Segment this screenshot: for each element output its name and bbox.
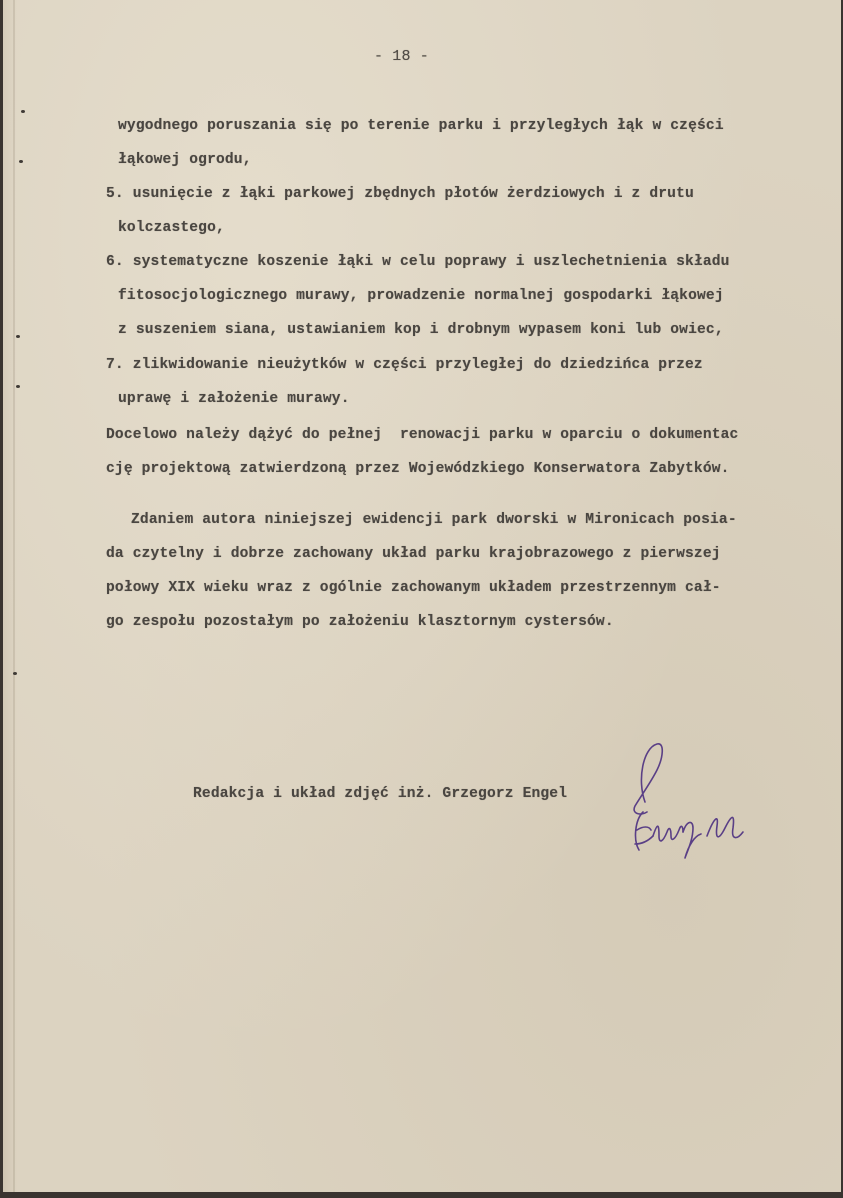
paragraph-line: da czytelny i dobrze zachowany układ parku krajobrazowego z pierwszej [106,546,721,562]
paragraph-line: połowy XIX wieku wraz z ogólnie zachowanym układem przestrzennym cał- [106,580,721,596]
document-page [3,0,841,1192]
punch-mark [13,672,17,675]
signature-icon [623,740,783,870]
punch-mark [16,385,20,388]
page-number: - 18 - [374,48,429,65]
text-line: kolczastego, [118,220,225,236]
paragraph-line: cję projektową zatwierdzoną przez Wojewódzkiego Konserwatora Zabytków. [106,461,730,477]
paragraph-line: go zespołu pozostałym po założeniu klasztornym cystersów. [106,614,614,630]
list-item-5: 5. usunięcie z łąki parkowej zbędnych płotów żerdziowych i z drutu [106,186,694,202]
list-item-6: 6. systematyczne koszenie łąki w celu poprawy i uszlechetnienia składu [106,254,730,270]
text-line: wygodnego poruszania się po terenie parku i przyległych łąk w części [118,118,724,134]
text-line: łąkowej ogrodu, [118,152,252,168]
text-line: fitosocjologicznego murawy, prowadzenie normalnej gospodarki łąkowej [118,288,724,304]
punch-mark [16,335,20,338]
text-line: uprawę i założenie murawy. [118,391,350,407]
page-fold-shadow [13,0,15,1192]
paragraph-line: Zdaniem autora niniejszej ewidencji park dworski w Mironicach posia- [131,512,737,528]
text-line: z suszeniem siana, ustawianiem kop i drobnym wypasem koni lub owiec, [118,322,724,338]
list-item-7: 7. zlikwidowanie nieużytków w części przyległej do dziedzińca przez [106,357,703,373]
punch-mark [21,110,25,113]
punch-mark [19,160,23,163]
paragraph-line: Docelowo należy dążyć do pełnej renowacji parku w oparciu o dokumentac [106,427,739,443]
credit-line: Redakcja i układ zdjęć inż. Grzegorz Engel [193,786,568,802]
